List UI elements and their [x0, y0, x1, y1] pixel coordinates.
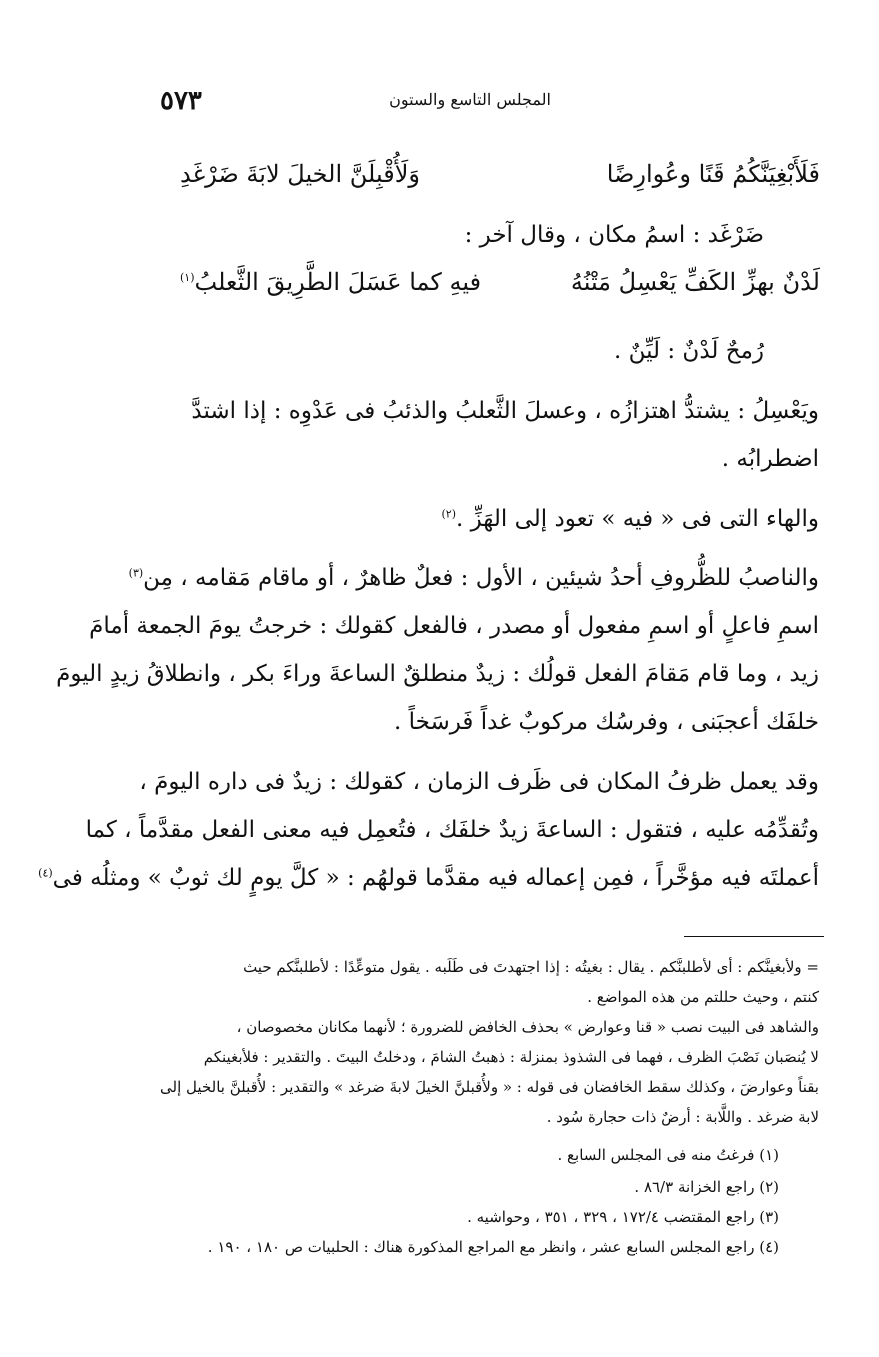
- paragraph-3-line-1: [129, 565, 819, 591]
- footnote-ref-4: (٤): [38, 866, 53, 880]
- footnote-3: (٣) راجع المقتضب ١٧٢/٤ ، ٣٢٩ ، ٣٥١ ، وحواشيه .: [467, 1208, 779, 1226]
- verse-2-left-hemistich: [180, 268, 481, 296]
- verse-1-right-hemistich: فَلَأَبْغِيَنَّكُمُ قَنًا وعُوارِضًا: [606, 160, 820, 188]
- page-header: [120, 86, 820, 116]
- paragraph-4-text-3: أعملتَه فيه مؤخَّراً ، فمِن إعماله فيه مقدَّما قولهُم : « كلَّ يومٍ لك ثوبٌ » ومثلُه فى: [52, 865, 819, 891]
- verse-2-right-hemistich: لَدْنٌ بهزِّ الكَفِّ يَعْسِلُ مَتْنُهُ: [570, 268, 820, 296]
- paragraph-4-line-1: وقد يعمل ظرفُ المكان فى ظَرف الزمان ، كقولك : زيدٌ فى داره اليومَ ،: [139, 769, 819, 795]
- footnote-separator: [684, 936, 824, 937]
- paragraph-4-line-2: وتُقدِّمُه عليه ، فتقول : الساعةَ زيدٌ خلفَك ، فتُعمِل فيه معنى الفعل مقدَّماً ، كما: [85, 817, 819, 843]
- paragraph-3-line-3: زيد ، وما قام مَقامَ الفعل قولُك : زيدٌ منطلقٌ الساعةَ وراءَ بكر ، وانطلاقُ زيدٍ اليومَ: [56, 661, 819, 687]
- footnote-2: (٢) راجع الخزانة ٨٦/٣ .: [634, 1178, 779, 1196]
- paragraph-3-text-1: والناصبُ للظُّروفِ أحدُ شيئين ، الأول : فعلٌ ظاهرٌ ، أو ماقام مَقامه ، مِن: [143, 565, 819, 591]
- footnote-1: (١) فرغتُ منه فى المجلس السابع .: [557, 1146, 779, 1164]
- footnote-continued-line-5: بقناً وعوارضَ ، وكذلك سقط الخافضان فى قوله : « ولأُقبلنَّ الخيلَ لابةَ ضرغد » والتقدير : لأُقبلنَّ بالخيل إلى: [160, 1078, 819, 1096]
- verse-2: [180, 268, 820, 308]
- paragraph-1-line-1: ويَعْسِلُ : يشتدُّ اهتزازُه ، وعسلَ الثَّعلبُ والذئبُ فى عَدْوِه : إذا اشتدَّ: [191, 398, 819, 424]
- footnote-continued-line-6: لابة ضرغد . واللَّابة : أرضٌ ذات حجارة سُود .: [546, 1108, 819, 1126]
- verse-2-left-text: فيهِ كما عَسَلَ الطَّرِيقَ الثَّعلبُ: [194, 268, 482, 296]
- paragraph-2-line-1: [441, 506, 819, 532]
- footnote-ref-2: (٢): [441, 507, 456, 521]
- footnote-continued-line-4: لا يُنصَبان نَصْبَ الظرف ، فهما فى الشذوذ بمنزلة : ذهبتُ الشامَ ، ودخلتُ البيتَ . والتقدير : فلأبغينكم: [203, 1048, 819, 1066]
- running-title: المجلس التاسع والستون: [389, 90, 551, 109]
- footnote-continued-line-2: كنتم ، وحيث حللتم من هذه المواضع .: [587, 988, 819, 1006]
- paragraph-3-line-2: اسمِ فاعلٍ أو اسمِ مفعول أو مصدر ، فالفعل كقولك : خرجتُ يومَ الجمعة أمامَ: [89, 613, 819, 639]
- verse-1: [180, 160, 820, 200]
- paragraph-4-line-3: [38, 865, 819, 891]
- footnote-4: (٤) راجع المجلس السابع عشر ، وانظر مع المراجع المذكورة هناك : الحلبيات ص ١٨٠ ، ١٩٠ .: [207, 1238, 779, 1256]
- verse-1-left-hemistich: وَلَأُقْبِلَنَّ الخيلَ لابَةَ ضَرْغَدِ: [180, 160, 420, 188]
- paragraph-1-line-2: اضطرابُه .: [721, 446, 819, 472]
- gloss-2: رُمحٌ لَدْنٌ : لَيِّنٌ .: [613, 338, 764, 364]
- paragraph-2-text: والهاء التى فى « فيه » تعود إلى الهَزِّ .: [455, 506, 819, 532]
- footnote-ref-3: (٣): [128, 566, 144, 580]
- footnote-continued-line-3: والشاهد فى البيت نصب « قنا وعوارض » بحذف الخافض للضرورة ؛ لأنهما مكانان مخصوصان ،: [236, 1018, 819, 1036]
- gloss-1: ضَرْغَد : اسمُ مكان ، وقال آخر :: [464, 222, 764, 248]
- paragraph-3-line-4: خلفَك أعجبَنى ، وفرسُك مركوبٌ غداً فَرسَخاً .: [393, 709, 819, 735]
- page-number: ٥٧٣: [160, 86, 202, 116]
- footnote-ref-1: (١): [180, 271, 195, 284]
- footnote-continued-line-1: = ولأبغينَّكم : أى لأطلبنَّكم . يقال : بغيتُه : إذا اجتهدتَ فى طَلَبه . يقول متوعِّدًا : لأطلبنَّكم حيث: [243, 958, 819, 976]
